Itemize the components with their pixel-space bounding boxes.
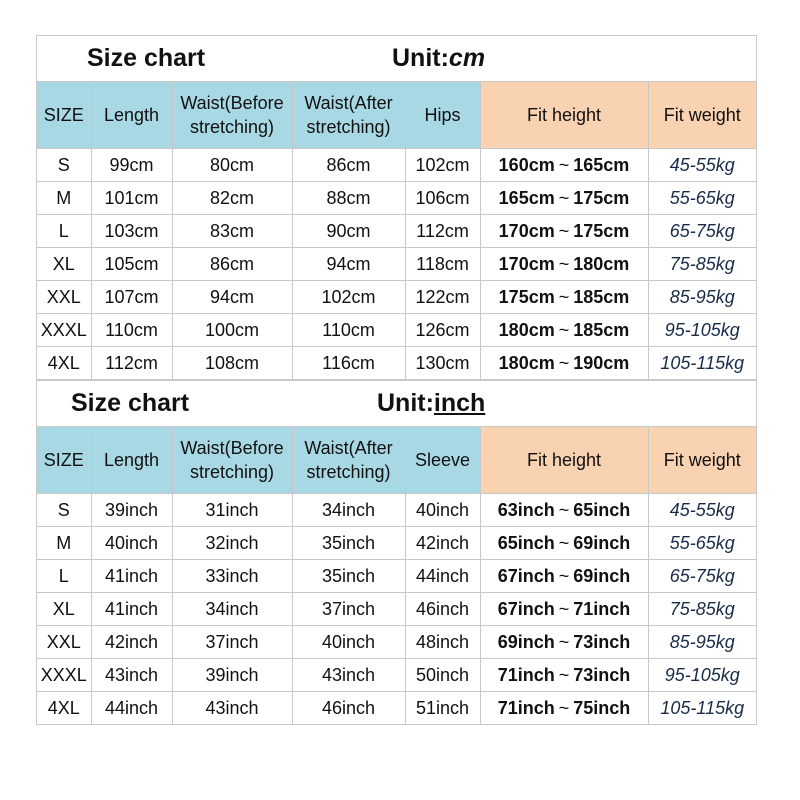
fit-height-max: 165cm xyxy=(573,154,630,175)
header-fit-weight: Fit weight xyxy=(648,427,756,494)
fit-weight-cell: 65-75kg xyxy=(648,215,756,248)
table-row xyxy=(37,281,756,314)
chart-title: Size chart xyxy=(71,389,190,417)
fit-weight-cell: 75-85kg xyxy=(648,248,756,281)
table-row xyxy=(37,593,756,626)
fit-height-cell xyxy=(480,692,648,725)
fit-height-cell xyxy=(480,527,648,560)
table-row xyxy=(37,659,756,692)
waist-before-cell: 31inch xyxy=(172,494,292,527)
length-cell: 41inch xyxy=(91,560,172,593)
header-fit-height: Fit height xyxy=(480,82,648,149)
fit-height-cell xyxy=(480,281,648,314)
fit-height-min: 180cm xyxy=(498,319,555,340)
waist-before-cell: 82cm xyxy=(172,182,292,215)
waist-after-cell: 94cm xyxy=(292,248,405,281)
chart-title-row xyxy=(37,381,756,427)
length-cell: 40inch xyxy=(91,527,172,560)
waist-after-cell: 35inch xyxy=(292,560,405,593)
waist-after-cell: 90cm xyxy=(292,215,405,248)
fit-height-min: 67inch xyxy=(497,565,555,586)
header-size: SIZE xyxy=(37,82,91,149)
range-separator: ~ xyxy=(558,154,570,175)
range-separator: ~ xyxy=(558,499,570,520)
measure-cell: 50inch xyxy=(405,659,480,692)
size-cell: L xyxy=(37,560,91,593)
range-separator: ~ xyxy=(558,253,570,274)
size-chart-cm xyxy=(36,35,757,380)
fit-height-min: 69inch xyxy=(497,631,555,652)
table-row xyxy=(37,182,756,215)
size-cell: XXXL xyxy=(37,659,91,692)
unit-label: Unit: xyxy=(377,389,434,417)
waist-before-cell: 86cm xyxy=(172,248,292,281)
table-row xyxy=(37,314,756,347)
size-table xyxy=(37,427,756,724)
size-cell: S xyxy=(37,494,91,527)
waist-before-cell: 39inch xyxy=(172,659,292,692)
fit-height-cell xyxy=(480,560,648,593)
range-separator: ~ xyxy=(558,631,570,652)
size-cell: S xyxy=(37,149,91,182)
waist-before-cell: 32inch xyxy=(172,527,292,560)
range-separator: ~ xyxy=(558,697,570,718)
table-row xyxy=(37,215,756,248)
fit-weight-cell: 105-115kg xyxy=(648,347,756,380)
fit-height-max: 65inch xyxy=(573,499,631,520)
unit-label: Unit: xyxy=(392,44,449,72)
table-row xyxy=(37,347,756,380)
fit-height-max: 190cm xyxy=(573,352,630,373)
fit-height-cell xyxy=(480,215,648,248)
length-cell: 101cm xyxy=(91,182,172,215)
measure-cell: 46inch xyxy=(405,593,480,626)
fit-height-cell xyxy=(480,593,648,626)
measure-cell: 51inch xyxy=(405,692,480,725)
measure-cell: 122cm xyxy=(405,281,480,314)
unit-indicator xyxy=(377,389,485,418)
header-waist-before: Waist(Before stretching) xyxy=(172,82,292,149)
fit-height-min: 165cm xyxy=(498,187,555,208)
fit-height-cell xyxy=(480,149,648,182)
header-row xyxy=(37,82,756,149)
header-col5: Hips xyxy=(405,82,480,149)
range-separator: ~ xyxy=(558,532,570,553)
range-separator: ~ xyxy=(558,187,570,208)
size-cell: 4XL xyxy=(37,692,91,725)
fit-height-min: 65inch xyxy=(497,532,555,553)
fit-weight-cell: 85-95kg xyxy=(648,281,756,314)
length-cell: 103cm xyxy=(91,215,172,248)
range-separator: ~ xyxy=(558,664,570,685)
waist-after-cell: 86cm xyxy=(292,149,405,182)
length-cell: 44inch xyxy=(91,692,172,725)
waist-before-cell: 94cm xyxy=(172,281,292,314)
waist-after-cell: 43inch xyxy=(292,659,405,692)
range-separator: ~ xyxy=(558,598,570,619)
length-cell: 99cm xyxy=(91,149,172,182)
fit-height-min: 63inch xyxy=(497,499,555,520)
waist-before-cell: 100cm xyxy=(172,314,292,347)
fit-height-cell xyxy=(480,659,648,692)
fit-height-max: 175cm xyxy=(573,220,630,241)
size-chart-inch xyxy=(36,380,757,725)
fit-weight-cell: 95-105kg xyxy=(648,314,756,347)
size-table xyxy=(37,82,756,379)
length-cell: 105cm xyxy=(91,248,172,281)
range-separator: ~ xyxy=(558,352,570,373)
range-separator: ~ xyxy=(558,319,570,340)
measure-cell: 44inch xyxy=(405,560,480,593)
waist-before-cell: 33inch xyxy=(172,560,292,593)
length-cell: 43inch xyxy=(91,659,172,692)
size-cell: XXL xyxy=(37,281,91,314)
measure-cell: 130cm xyxy=(405,347,480,380)
header-row xyxy=(37,427,756,494)
header-waist-after: Waist(After stretching) xyxy=(292,427,405,494)
fit-height-max: 75inch xyxy=(573,697,631,718)
waist-after-cell: 102cm xyxy=(292,281,405,314)
fit-height-cell xyxy=(480,626,648,659)
waist-before-cell: 43inch xyxy=(172,692,292,725)
header-length: Length xyxy=(91,427,172,494)
size-cell: XL xyxy=(37,593,91,626)
waist-after-cell: 40inch xyxy=(292,626,405,659)
length-cell: 107cm xyxy=(91,281,172,314)
table-row xyxy=(37,494,756,527)
fit-weight-cell: 65-75kg xyxy=(648,560,756,593)
fit-weight-cell: 55-65kg xyxy=(648,527,756,560)
table-row xyxy=(37,692,756,725)
waist-before-cell: 108cm xyxy=(172,347,292,380)
unit-value: cm xyxy=(448,44,486,72)
header-fit-height: Fit height xyxy=(480,427,648,494)
length-cell: 112cm xyxy=(91,347,172,380)
chart-title-row xyxy=(37,36,756,82)
range-separator: ~ xyxy=(558,286,570,307)
chart-title: Size chart xyxy=(87,44,206,72)
measure-cell: 40inch xyxy=(405,494,480,527)
fit-height-cell xyxy=(480,248,648,281)
fit-weight-cell: 55-65kg xyxy=(648,182,756,215)
table-row xyxy=(37,149,756,182)
length-cell: 39inch xyxy=(91,494,172,527)
unit-value: inch xyxy=(433,389,486,417)
fit-height-max: 71inch xyxy=(573,598,631,619)
waist-before-cell: 83cm xyxy=(172,215,292,248)
length-cell: 42inch xyxy=(91,626,172,659)
fit-height-cell xyxy=(480,347,648,380)
measure-cell: 112cm xyxy=(405,215,480,248)
fit-height-max: 185cm xyxy=(573,319,630,340)
waist-after-cell: 116cm xyxy=(292,347,405,380)
size-cell: M xyxy=(37,182,91,215)
measure-cell: 48inch xyxy=(405,626,480,659)
table-row xyxy=(37,626,756,659)
header-col5: Sleeve xyxy=(405,427,480,494)
waist-after-cell: 34inch xyxy=(292,494,405,527)
header-size: SIZE xyxy=(37,427,91,494)
fit-height-max: 175cm xyxy=(573,187,630,208)
header-fit-weight: Fit weight xyxy=(648,82,756,149)
measure-cell: 42inch xyxy=(405,527,480,560)
size-cell: XXL xyxy=(37,626,91,659)
fit-height-min: 170cm xyxy=(498,220,555,241)
length-cell: 110cm xyxy=(91,314,172,347)
waist-before-cell: 37inch xyxy=(172,626,292,659)
table-row xyxy=(37,560,756,593)
waist-after-cell: 37inch xyxy=(292,593,405,626)
header-length: Length xyxy=(91,82,172,149)
waist-after-cell: 88cm xyxy=(292,182,405,215)
fit-height-min: 67inch xyxy=(497,598,555,619)
fit-weight-cell: 95-105kg xyxy=(648,659,756,692)
fit-weight-cell: 45-55kg xyxy=(648,494,756,527)
measure-cell: 106cm xyxy=(405,182,480,215)
fit-height-cell xyxy=(480,314,648,347)
size-cell: L xyxy=(37,215,91,248)
header-waist-after: Waist(After stretching) xyxy=(292,82,405,149)
waist-before-cell: 34inch xyxy=(172,593,292,626)
waist-after-cell: 35inch xyxy=(292,527,405,560)
fit-height-min: 180cm xyxy=(498,352,555,373)
fit-height-min: 71inch xyxy=(497,697,555,718)
measure-cell: 102cm xyxy=(405,149,480,182)
measure-cell: 118cm xyxy=(405,248,480,281)
fit-height-max: 73inch xyxy=(573,664,631,685)
size-cell: XXXL xyxy=(37,314,91,347)
fit-weight-cell: 75-85kg xyxy=(648,593,756,626)
fit-height-max: 185cm xyxy=(573,286,630,307)
fit-height-cell xyxy=(480,494,648,527)
fit-height-min: 160cm xyxy=(498,154,555,175)
header-waist-before: Waist(Before stretching) xyxy=(172,427,292,494)
unit-indicator xyxy=(392,44,485,73)
fit-height-min: 71inch xyxy=(497,664,555,685)
fit-height-max: 180cm xyxy=(573,253,630,274)
fit-weight-cell: 85-95kg xyxy=(648,626,756,659)
fit-height-cell xyxy=(480,182,648,215)
table-row xyxy=(37,527,756,560)
range-separator: ~ xyxy=(558,220,570,241)
size-cell: M xyxy=(37,527,91,560)
waist-after-cell: 110cm xyxy=(292,314,405,347)
table-row xyxy=(37,248,756,281)
fit-height-min: 175cm xyxy=(498,286,555,307)
fit-height-max: 73inch xyxy=(573,631,631,652)
size-cell: 4XL xyxy=(37,347,91,380)
fit-weight-cell: 45-55kg xyxy=(648,149,756,182)
waist-before-cell: 80cm xyxy=(172,149,292,182)
fit-weight-cell: 105-115kg xyxy=(648,692,756,725)
fit-height-min: 170cm xyxy=(498,253,555,274)
range-separator: ~ xyxy=(558,565,570,586)
fit-height-max: 69inch xyxy=(573,532,631,553)
fit-height-max: 69inch xyxy=(573,565,631,586)
length-cell: 41inch xyxy=(91,593,172,626)
waist-after-cell: 46inch xyxy=(292,692,405,725)
size-cell: XL xyxy=(37,248,91,281)
measure-cell: 126cm xyxy=(405,314,480,347)
